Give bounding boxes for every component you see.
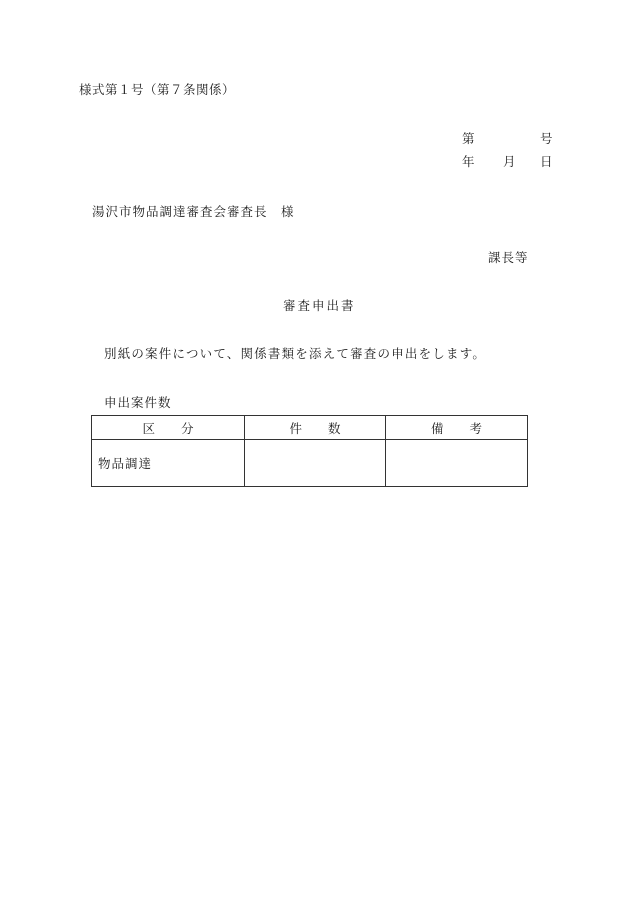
date-year: 年 [462,154,475,169]
body-text: 別紙の案件について、関係書類を添えて審査の申出をします。 [104,346,487,361]
case-count-label: 申出案件数 [104,395,172,410]
date-month: 月 [503,154,516,169]
header-count: 件数 [245,416,386,440]
case-table [91,415,528,487]
date-day: 日 [540,154,553,169]
cell-count[interactable] [245,440,386,487]
header-category: 区分 [92,416,245,440]
cell-category: 物品調達 [92,440,245,487]
document-number-suffix: 号 [540,131,553,146]
document-title: 審査申出書 [283,298,356,313]
document-number-prefix: 第 [462,131,475,146]
addressee: 湯沢市物品調達審査会審査長 様 [92,204,295,219]
form-number: 様式第１号（第７条関係） [79,82,236,97]
header-remarks: 備考 [386,416,528,440]
cell-remarks[interactable] [386,440,528,487]
table-header-row [92,416,528,440]
sender: 課長等 [488,250,529,265]
table-row [92,440,528,487]
